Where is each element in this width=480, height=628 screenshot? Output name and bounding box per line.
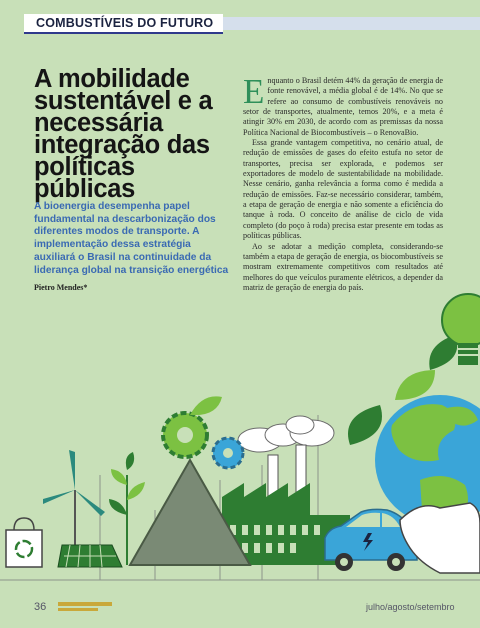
article-standfirst: A bioenergia desempenha papel fundamental na descarbonização dos diferentes modos de transporte. A implementação dessa estratégia auxiliará o Brasil na continuidade da liderança global na transição energética [34,201,229,276]
page-number: 36 [34,601,47,613]
section-header-bar [188,17,480,30]
body-paragraph-1 [243,72,443,138]
publication-logo [56,600,114,614]
body-paragraph-1-text: nquanto o Brasil detém 44% da geração de energia de fonte renovável, a média global é de 14%. No que se refere ao consumo de combustíveis renováveis no setor de transportes, atualmente, temos 20%, e a meta é atingir 30% em 2030, de acordo com as premissas da nossa Política Nacional de Biocombustíveis – o RenovaBio. [243,76,443,137]
article-author: Pietro Mendes* [34,283,88,292]
drop-cap: E [243,72,265,111]
body-paragraph-2: Essa grande vantagem competitiva, no cenário atual, de redução de emissões de gases do efeito estufa no setor de transportes, precisa ser explorada, e podemos ser exportadores de modelo de sustentabilidade na mobilidade. Nesse cenário, ganha relevância a forma como é medida a redução de emissões. Faz-se necessário considerar, também, a etapa de geração de energia e não somente a eficiência do tanque à roda. O conceito de análise de ciclo de vida completo (do poço à roda) precisa estar presente em todas as políticas públicas. [243,138,443,241]
recycle-bag-icon [6,518,42,567]
solar-panel-icon [58,545,122,567]
hand-icon [400,503,480,573]
section-label: COMBUSTÍVEIS DO FUTURO [24,14,223,34]
body-paragraph-3: Ao se adotar a medição completa, considerando-se também a etapa de geração de energia, os biocombustíveis se mostram extremamente competitivos com resultados até melhores do que veículos puramente elétricos, a depender da matriz de geração de energia do país. [243,241,443,292]
green-energy-illustration [0,275,480,595]
smoke-clouds [238,416,334,452]
article-title: A mobilidade sustentável e a necessária integração das políticas públicas [34,65,213,203]
gear-icons [163,396,243,468]
issue-date: julho/agosto/setembro [366,602,455,612]
article-body [243,72,443,293]
section-header [0,14,480,34]
